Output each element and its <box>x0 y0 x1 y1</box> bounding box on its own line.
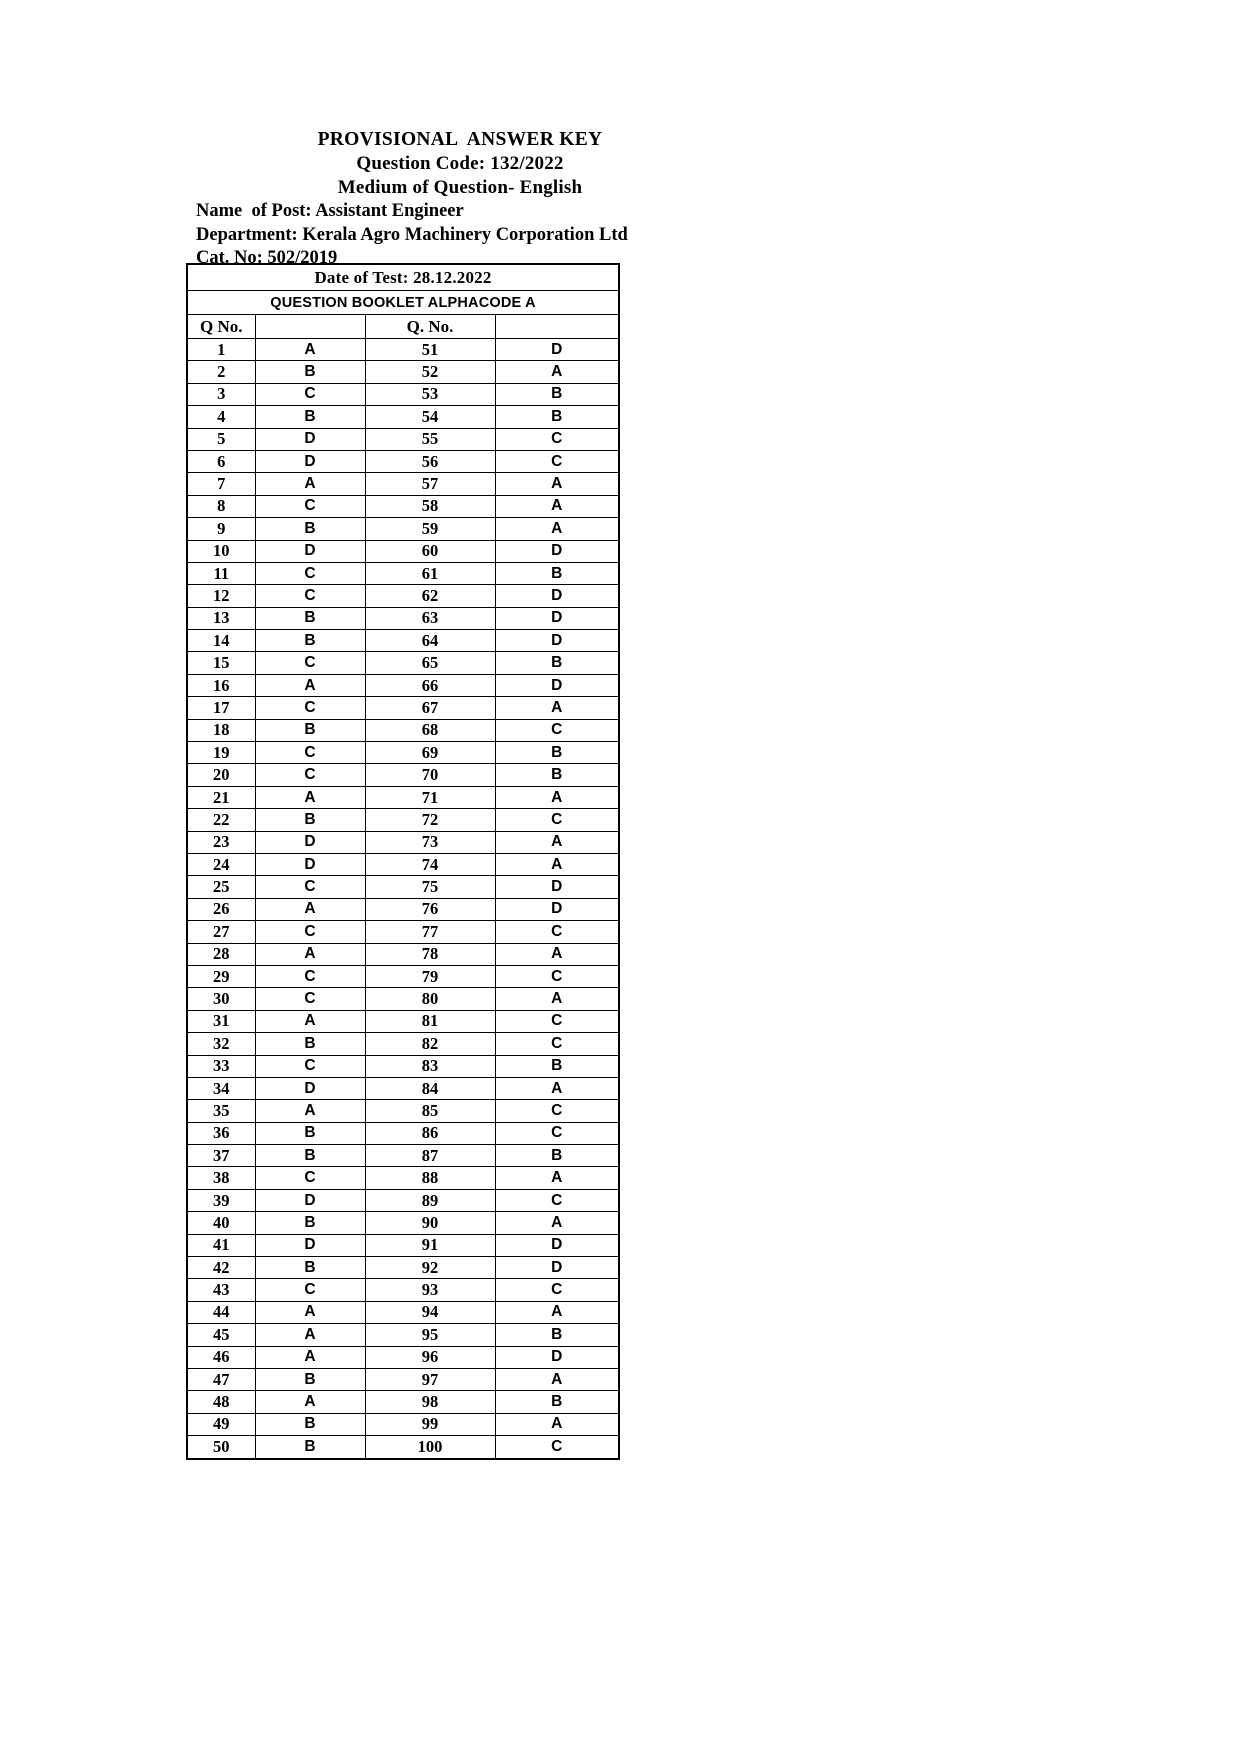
answer-right: A <box>495 495 619 517</box>
answer-left: C <box>255 697 365 719</box>
answer-left: C <box>255 652 365 674</box>
table-row <box>187 450 619 472</box>
question-number-right: 71 <box>365 786 495 808</box>
answer-left: B <box>255 406 365 428</box>
answer-right: B <box>495 406 619 428</box>
question-number-left: 7 <box>187 473 255 495</box>
question-number-right: 100 <box>365 1436 495 1459</box>
answer-right: A <box>495 1301 619 1323</box>
answer-right: D <box>495 585 619 607</box>
question-number-right: 59 <box>365 518 495 540</box>
cat-no-line: Cat. No: 502/2019 <box>196 248 338 268</box>
answer-right: C <box>495 719 619 741</box>
answer-left: C <box>255 585 365 607</box>
question-number-left: 42 <box>187 1257 255 1279</box>
question-number-left: 12 <box>187 585 255 607</box>
answer-left: B <box>255 1436 365 1459</box>
question-number-left: 13 <box>187 607 255 629</box>
table-row <box>187 943 619 965</box>
question-number-left: 15 <box>187 652 255 674</box>
answer-right: D <box>495 607 619 629</box>
answer-right: C <box>495 428 619 450</box>
column-header-row <box>187 315 619 339</box>
answer-left: A <box>255 1391 365 1413</box>
answer-right: C <box>495 1279 619 1301</box>
answer-left: C <box>255 988 365 1010</box>
question-number-right: 68 <box>365 719 495 741</box>
question-number-left: 49 <box>187 1413 255 1435</box>
question-number-left: 32 <box>187 1033 255 1055</box>
answer-right: D <box>495 540 619 562</box>
table-row <box>187 1346 619 1368</box>
answer-right: A <box>495 786 619 808</box>
question-number-left: 40 <box>187 1212 255 1234</box>
question-number-right: 98 <box>365 1391 495 1413</box>
answer-right: D <box>495 674 619 696</box>
question-number-right: 92 <box>365 1257 495 1279</box>
answer-left: C <box>255 383 365 405</box>
question-number-right: 97 <box>365 1368 495 1390</box>
table-row <box>187 1167 619 1189</box>
question-number-right: 66 <box>365 674 495 696</box>
question-number-left: 16 <box>187 674 255 696</box>
question-number-right: 77 <box>365 921 495 943</box>
question-number-left: 39 <box>187 1189 255 1211</box>
table-row <box>187 473 619 495</box>
answer-left: C <box>255 876 365 898</box>
question-number-left: 50 <box>187 1436 255 1459</box>
question-number-left: 35 <box>187 1100 255 1122</box>
question-number-right: 80 <box>365 988 495 1010</box>
table-row <box>187 518 619 540</box>
question-number-right: 57 <box>365 473 495 495</box>
answer-right: A <box>495 361 619 383</box>
answer-right: D <box>495 630 619 652</box>
question-number-left: 3 <box>187 383 255 405</box>
question-number-right: 64 <box>365 630 495 652</box>
table-row <box>187 1436 619 1459</box>
question-number-right: 70 <box>365 764 495 786</box>
answer-left: D <box>255 1234 365 1256</box>
answer-left: B <box>255 1413 365 1435</box>
question-number-right: 79 <box>365 965 495 987</box>
question-number-right: 51 <box>365 339 495 361</box>
table-row <box>187 361 619 383</box>
answer-right: B <box>495 742 619 764</box>
question-number-right: 87 <box>365 1145 495 1167</box>
answer-right: C <box>495 809 619 831</box>
answer-left: C <box>255 1167 365 1189</box>
answer-left: B <box>255 1368 365 1390</box>
question-number-right: 65 <box>365 652 495 674</box>
table-row <box>187 1324 619 1346</box>
question-number-left: 9 <box>187 518 255 540</box>
page-title: PROVISIONAL ANSWER KEY <box>317 129 603 150</box>
question-number-left: 26 <box>187 898 255 920</box>
answer-left: A <box>255 786 365 808</box>
question-number-right: 86 <box>365 1122 495 1144</box>
answer-right: C <box>495 1122 619 1144</box>
answer-left: A <box>255 943 365 965</box>
question-number-left: 34 <box>187 1077 255 1099</box>
question-number-left: 25 <box>187 876 255 898</box>
answer-right: A <box>495 1167 619 1189</box>
table-row <box>187 1189 619 1211</box>
question-number-right: 95 <box>365 1324 495 1346</box>
answer-left: A <box>255 473 365 495</box>
question-number-right: 90 <box>365 1212 495 1234</box>
question-number-left: 6 <box>187 450 255 472</box>
answer-left: A <box>255 339 365 361</box>
question-number-right: 83 <box>365 1055 495 1077</box>
table-row <box>187 1033 619 1055</box>
question-number-left: 1 <box>187 339 255 361</box>
table-row <box>187 607 619 629</box>
question-number-right: 96 <box>365 1346 495 1368</box>
table-row <box>187 495 619 517</box>
table-row <box>187 898 619 920</box>
question-number-right: 67 <box>365 697 495 719</box>
table-row <box>187 697 619 719</box>
question-number-left: 23 <box>187 831 255 853</box>
answer-left: C <box>255 742 365 764</box>
answer-right: B <box>495 1324 619 1346</box>
question-number-left: 21 <box>187 786 255 808</box>
answer-right: B <box>495 764 619 786</box>
question-number-left: 44 <box>187 1301 255 1323</box>
answer-right: D <box>495 898 619 920</box>
question-number-left: 36 <box>187 1122 255 1144</box>
name-of-post-line: Name of Post: Assistant Engineer <box>196 201 464 221</box>
question-number-right: 61 <box>365 562 495 584</box>
answer-left: C <box>255 965 365 987</box>
table-row <box>187 742 619 764</box>
question-number-left: 10 <box>187 540 255 562</box>
question-number-right: 76 <box>365 898 495 920</box>
answer-right: B <box>495 652 619 674</box>
answer-right: A <box>495 473 619 495</box>
table-row <box>187 562 619 584</box>
table-row <box>187 1055 619 1077</box>
answer-right: C <box>495 1033 619 1055</box>
answer-right: A <box>495 697 619 719</box>
answer-left: A <box>255 1010 365 1032</box>
question-number-left: 18 <box>187 719 255 741</box>
table-row <box>187 764 619 786</box>
answer-right: A <box>495 1077 619 1099</box>
question-number-right: 82 <box>365 1033 495 1055</box>
post-details-block <box>196 200 896 271</box>
question-number-left: 22 <box>187 809 255 831</box>
question-number-right: 55 <box>365 428 495 450</box>
table-row <box>187 339 619 361</box>
alphacode-row <box>187 291 619 315</box>
answer-right: B <box>495 562 619 584</box>
table-row <box>187 428 619 450</box>
answer-left: C <box>255 921 365 943</box>
answer-right: D <box>495 876 619 898</box>
table-row <box>187 1301 619 1323</box>
table-row <box>187 1122 619 1144</box>
question-number-left: 45 <box>187 1324 255 1346</box>
answer-left: A <box>255 1100 365 1122</box>
question-number-right: 99 <box>365 1413 495 1435</box>
answer-right: C <box>495 1189 619 1211</box>
answer-right: C <box>495 450 619 472</box>
col-header-qno-right: Q. No. <box>365 315 495 339</box>
answer-right: A <box>495 1413 619 1435</box>
question-number-left: 41 <box>187 1234 255 1256</box>
question-number-left: 37 <box>187 1145 255 1167</box>
table-row <box>187 786 619 808</box>
table-row <box>187 1234 619 1256</box>
answer-left: A <box>255 674 365 696</box>
question-number-right: 73 <box>365 831 495 853</box>
question-number-left: 46 <box>187 1346 255 1368</box>
answer-right: A <box>495 988 619 1010</box>
table-row <box>187 652 619 674</box>
question-number-right: 53 <box>365 383 495 405</box>
table-row <box>187 585 619 607</box>
date-of-test-row <box>187 264 619 291</box>
answer-right: A <box>495 518 619 540</box>
answer-left: B <box>255 1212 365 1234</box>
table-row <box>187 674 619 696</box>
question-number-left: 29 <box>187 965 255 987</box>
question-number-left: 11 <box>187 562 255 584</box>
answer-left: B <box>255 719 365 741</box>
answer-right: A <box>495 943 619 965</box>
question-number-left: 17 <box>187 697 255 719</box>
table-row <box>187 831 619 853</box>
answer-left: D <box>255 540 365 562</box>
question-number-left: 47 <box>187 1368 255 1390</box>
answer-left: D <box>255 428 365 450</box>
question-number-right: 69 <box>365 742 495 764</box>
medium-line: Medium of Question- English <box>337 177 583 198</box>
question-number-left: 5 <box>187 428 255 450</box>
question-number-left: 24 <box>187 853 255 875</box>
answer-left: A <box>255 898 365 920</box>
answer-right: D <box>495 1257 619 1279</box>
answer-right: A <box>495 853 619 875</box>
table-row <box>187 1279 619 1301</box>
answer-right: B <box>495 383 619 405</box>
col-header-ans-left <box>255 315 365 339</box>
answer-left: A <box>255 1346 365 1368</box>
question-number-right: 63 <box>365 607 495 629</box>
table-row <box>187 383 619 405</box>
question-number-left: 28 <box>187 943 255 965</box>
question-number-left: 20 <box>187 764 255 786</box>
answer-left: B <box>255 1122 365 1144</box>
question-number-right: 94 <box>365 1301 495 1323</box>
answer-right: C <box>495 965 619 987</box>
question-number-left: 2 <box>187 361 255 383</box>
table-row <box>187 853 619 875</box>
question-number-left: 38 <box>187 1167 255 1189</box>
table-row <box>187 1077 619 1099</box>
answer-right: D <box>495 1346 619 1368</box>
table-row <box>187 540 619 562</box>
question-number-right: 75 <box>365 876 495 898</box>
table-row <box>187 719 619 741</box>
question-code-line: Question Code: 132/2022 <box>356 153 564 174</box>
answer-left: B <box>255 1257 365 1279</box>
question-number-left: 4 <box>187 406 255 428</box>
answer-left: D <box>255 853 365 875</box>
table-row <box>187 1212 619 1234</box>
question-number-left: 8 <box>187 495 255 517</box>
answer-left: B <box>255 1145 365 1167</box>
question-number-right: 54 <box>365 406 495 428</box>
answer-right: C <box>495 1436 619 1459</box>
table-row <box>187 921 619 943</box>
answer-left: A <box>255 1324 365 1346</box>
answer-left: B <box>255 809 365 831</box>
answer-right: C <box>495 1100 619 1122</box>
question-number-right: 56 <box>365 450 495 472</box>
document-title-block <box>0 128 920 200</box>
answer-left: C <box>255 495 365 517</box>
table-row <box>187 876 619 898</box>
answer-left: C <box>255 562 365 584</box>
answer-key-table <box>186 263 620 1460</box>
question-number-left: 19 <box>187 742 255 764</box>
answer-right: A <box>495 1368 619 1390</box>
answer-left: B <box>255 607 365 629</box>
question-number-left: 27 <box>187 921 255 943</box>
question-number-right: 62 <box>365 585 495 607</box>
table-row <box>187 809 619 831</box>
question-number-left: 31 <box>187 1010 255 1032</box>
answer-left: D <box>255 450 365 472</box>
answer-right: C <box>495 1010 619 1032</box>
answer-left: C <box>255 1055 365 1077</box>
question-number-right: 93 <box>365 1279 495 1301</box>
answer-right: B <box>495 1391 619 1413</box>
question-number-left: 48 <box>187 1391 255 1413</box>
answer-right: D <box>495 339 619 361</box>
answer-right: B <box>495 1055 619 1077</box>
table-row <box>187 630 619 652</box>
answer-right: C <box>495 921 619 943</box>
question-number-right: 85 <box>365 1100 495 1122</box>
col-header-qno-left: Q No. <box>187 315 255 339</box>
table-row <box>187 406 619 428</box>
answer-left: C <box>255 1279 365 1301</box>
table-row <box>187 965 619 987</box>
answer-left: A <box>255 1301 365 1323</box>
answer-left: D <box>255 1077 365 1099</box>
question-number-left: 14 <box>187 630 255 652</box>
answer-left: B <box>255 518 365 540</box>
answer-right: A <box>495 1212 619 1234</box>
question-number-right: 78 <box>365 943 495 965</box>
answer-left: B <box>255 1033 365 1055</box>
table-row <box>187 1257 619 1279</box>
answer-left: D <box>255 831 365 853</box>
answer-right: B <box>495 1145 619 1167</box>
question-number-right: 72 <box>365 809 495 831</box>
question-number-right: 89 <box>365 1189 495 1211</box>
table-row <box>187 1413 619 1435</box>
answer-right: A <box>495 831 619 853</box>
table-row <box>187 1391 619 1413</box>
table-row <box>187 988 619 1010</box>
answer-left: D <box>255 1189 365 1211</box>
question-number-right: 91 <box>365 1234 495 1256</box>
question-number-left: 30 <box>187 988 255 1010</box>
table-row <box>187 1010 619 1032</box>
alphacode-cell: QUESTION BOOKLET ALPHACODE A <box>187 291 619 315</box>
question-number-right: 60 <box>365 540 495 562</box>
question-number-right: 81 <box>365 1010 495 1032</box>
question-number-right: 88 <box>365 1167 495 1189</box>
answer-left: C <box>255 764 365 786</box>
table-row <box>187 1368 619 1390</box>
question-number-left: 43 <box>187 1279 255 1301</box>
question-number-right: 52 <box>365 361 495 383</box>
question-number-left: 33 <box>187 1055 255 1077</box>
question-number-right: 84 <box>365 1077 495 1099</box>
col-header-ans-right <box>495 315 619 339</box>
table-row <box>187 1145 619 1167</box>
answer-left: B <box>255 630 365 652</box>
question-number-right: 74 <box>365 853 495 875</box>
date-of-test-cell: Date of Test: 28.12.2022 <box>187 264 619 291</box>
question-number-right: 58 <box>365 495 495 517</box>
department-line: Department: Kerala Agro Machinery Corporation Ltd <box>196 224 628 245</box>
table-row <box>187 1100 619 1122</box>
answer-left: B <box>255 361 365 383</box>
answer-right: D <box>495 1234 619 1256</box>
